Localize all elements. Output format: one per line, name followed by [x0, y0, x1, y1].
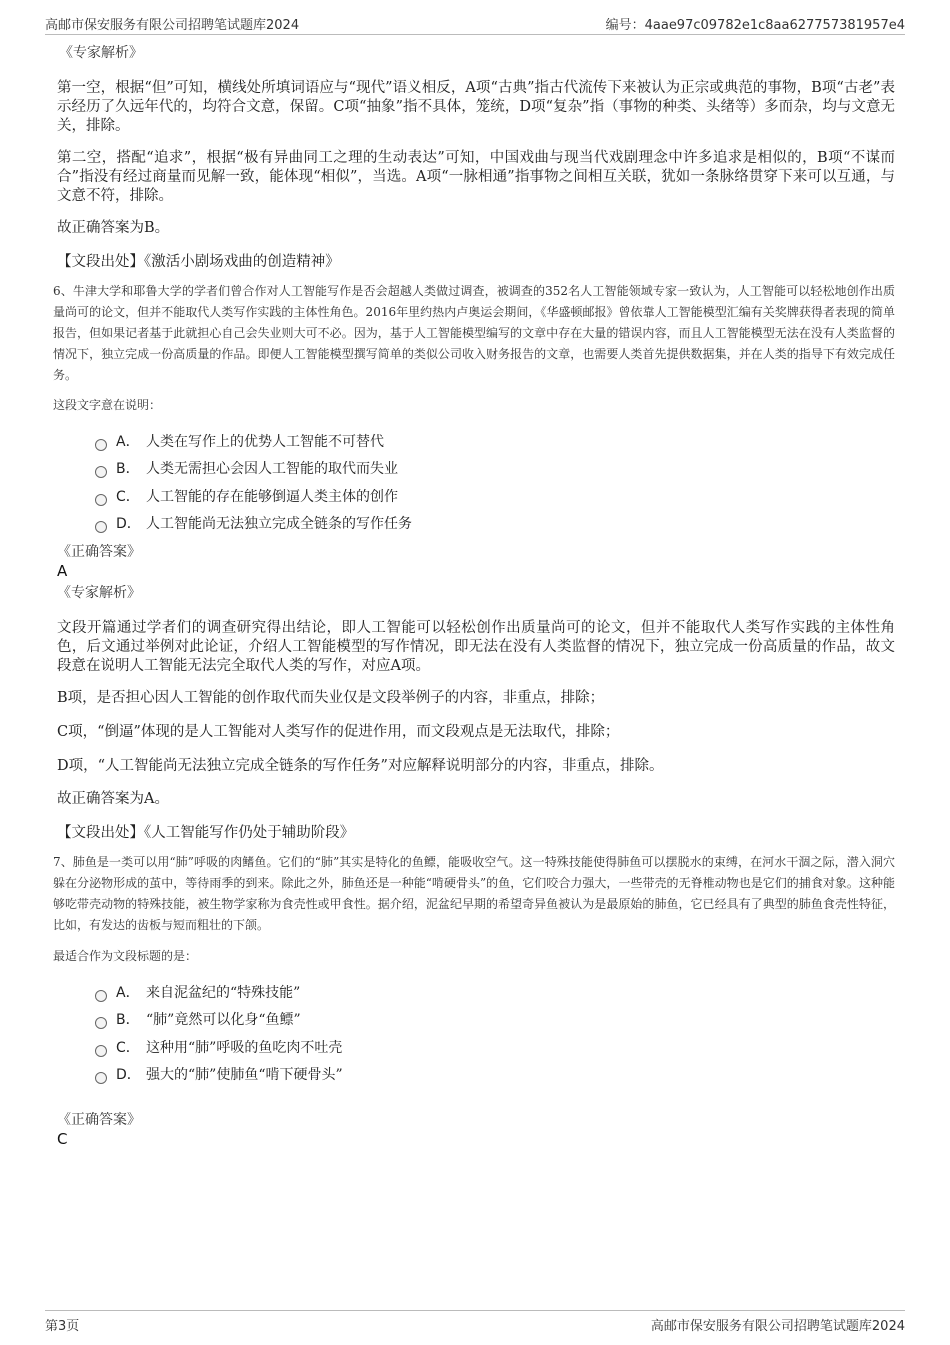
option-letter: D．	[116, 516, 141, 533]
q5-analysis-label: 《专家解析》	[59, 45, 143, 61]
radio-icon[interactable]	[95, 990, 107, 1002]
q6-analysis-p4: D项，“人工智能尚无法独立完成全链条的写作任务”对应解释说明部分的内容，非重点，排除。	[57, 758, 664, 774]
q6-option-d[interactable]	[95, 511, 895, 539]
option-text: 强大的“肺”使肺鱼“啃下硬骨头”	[146, 1067, 343, 1084]
radio-icon[interactable]	[95, 1072, 107, 1084]
q6-analysis-label: 《专家解析》	[57, 585, 141, 601]
option-letter: D．	[116, 1067, 141, 1084]
page-content	[53, 44, 895, 1148]
page-header	[45, 12, 905, 35]
q6-conclusion: 故正确答案为A。	[57, 791, 169, 807]
q5-analysis-p1: 第一空，根据“但”可知，横线处所填词语应与“现代”语义相反，A项“古典”指古代流传下来被认为正宗或典范的事物，B项“古老”表示经历了久远年代的，均符合文意，保留。C项“抽象”指不具体，笼统，D项“复杂”指（事物的种类、头绪等）多而杂，均与文意无关，排除。	[57, 80, 895, 134]
option-letter: A．	[116, 433, 140, 450]
q6-prompt: 这段文字意在说明：	[53, 398, 162, 412]
radio-icon[interactable]	[95, 1017, 107, 1029]
radio-icon[interactable]	[95, 494, 107, 506]
radio-icon[interactable]	[95, 466, 107, 478]
q6-analysis-p3: C项，“倒逼”体现的是人工智能对人类写作的促进作用，而文段观点是无法取代，排除；	[57, 724, 620, 740]
q6-source: 【文段出处】《人工智能写作仍处于辅助阶段》	[57, 825, 355, 841]
q6-options	[95, 428, 895, 538]
option-text: 人工智能的存在能够倒逼人类主体的创作	[146, 488, 398, 505]
q6-analysis-p1: 文段开篇通过学者们的调查研究得出结论，即人工智能可以轻松创作出质量尚可的论文，但并不能取代人类写作实践的主体性角色，后文通过举例对此论证，介绍人工智能模型的写作情况，即无法在没有人类监督的情况下，独立完成一份高质量的作品，故文段意在说明人工智能无法完全取代人类的写作，对应A项。	[57, 620, 895, 674]
q6-answer: A	[57, 562, 68, 580]
radio-icon[interactable]	[95, 1045, 107, 1057]
radio-icon[interactable]	[95, 521, 107, 533]
option-text: 人工智能尚无法独立完成全链条的写作任务	[146, 516, 412, 533]
q7-option-a[interactable]	[95, 979, 895, 1007]
option-text: 人类在写作上的优势人工智能不可替代	[146, 433, 384, 450]
q6-option-b[interactable]	[95, 456, 895, 484]
q5-source: 【文段出处】《激活小剧场戏曲的创造精神》	[57, 254, 340, 270]
q5-analysis-p2: 第二空，搭配“追求”，根据“极有异曲同工之理的生动表达”可知，中国戏曲与现当代戏剧理念中许多追求是相似的，B项“不谋而合”指没有经过商量而见解一致，能体现“相似”，当选。A项“一脉相通”指事物之间相互关联，犹如一条脉络贯穿下来可以互通，与文意不符，排除。	[57, 150, 895, 204]
radio-icon[interactable]	[95, 439, 107, 451]
option-text: “肺”竟然可以化身“鱼鳔”	[146, 1012, 301, 1029]
option-text: 这种用“肺”呼吸的鱼吃肉不吐壳	[146, 1039, 343, 1056]
q7-options	[95, 979, 895, 1089]
q7-answer: C	[57, 1130, 68, 1148]
q6-stem: 6、牛津大学和耶鲁大学的学者们曾合作对人工智能写作是否会超越人类做过调查，被调查的352名人工智能领域专家一致认为，人工智能可以轻松地创作出质量尚可的论文，但并不能取代人类写作实践的主体性角色。2016年里约热内卢奥运会期间，《华盛顿邮报》曾依靠人工智能模型汇编有关奖牌获得者表现的简单报告，但如果记者基于此就担心自己会失业则大可不必。因为，基于人工智能模型编写的文章中存在大量的错误内容，而且人工智能模型无法在没有人类监督的情况下，独立完成一份高质量的作品。即便人工智能模型撰写简单的类似公司收入财务报告的文章，也需要人类首先提供数据集，并在人类的指导下有效完成任务。	[53, 284, 895, 382]
option-letter: B．	[116, 461, 140, 478]
q7-answer-label: 《正确答案》	[57, 1112, 141, 1128]
q6-analysis-p2: B项，是否担心因人工智能的创作取代而失业仅是文段举例子的内容，非重点，排除；	[57, 690, 605, 706]
q7-option-d[interactable]	[95, 1062, 895, 1090]
page-footer	[45, 1310, 905, 1333]
header-code: 编号：4aae97c09782e1c8aa627757381957e4	[605, 18, 905, 33]
header-title: 高邮市保安服务有限公司招聘笔试题库2024	[45, 18, 300, 33]
q7-stem: 7、肺鱼是一类可以用“肺”呼吸的肉鳍鱼。它们的“肺”其实是特化的鱼鳔，能吸收空气。这一特殊技能使得肺鱼可以摆脱水的束缚，在河水干涸之际，潜入洞穴躲在分泌物形成的茧中，等待雨季的到来。除此之外，肺鱼还是一种能“啃硬骨头”的鱼，它们咬合力强大，一些带壳的无脊椎动物也是它们的捕食对象。这种能够吃带壳动物的特殊技能，被生物学家称为食壳性或甲食性。据介绍，泥盆纪早期的希望奇异鱼被认为是最原始的肺鱼，它已经具有了典型的肺鱼食壳性特征，比如，有发达的齿板与短而粗壮的下颌。	[53, 855, 895, 932]
option-letter: C．	[116, 1039, 140, 1056]
q5-conclusion: 故正确答案为B。	[57, 220, 170, 236]
q7-prompt: 最适合作为文段标题的是：	[53, 949, 198, 963]
q6-option-a[interactable]	[95, 428, 895, 456]
q6-option-c[interactable]	[95, 483, 895, 511]
q7-option-b[interactable]	[95, 1007, 895, 1035]
option-letter: C．	[116, 488, 140, 505]
option-letter: B．	[116, 1012, 140, 1029]
q7-option-c[interactable]	[95, 1034, 895, 1062]
footer-page-number: 第3页	[45, 1319, 80, 1334]
option-text: 来自泥盆纪的“特殊技能”	[146, 984, 301, 1001]
option-text: 人类无需担心会因人工智能的取代而失业	[146, 461, 398, 478]
footer-title: 高邮市保安服务有限公司招聘笔试题库2024	[650, 1319, 905, 1334]
q6-answer-label: 《正确答案》	[57, 544, 141, 560]
option-letter: A．	[116, 984, 140, 1001]
